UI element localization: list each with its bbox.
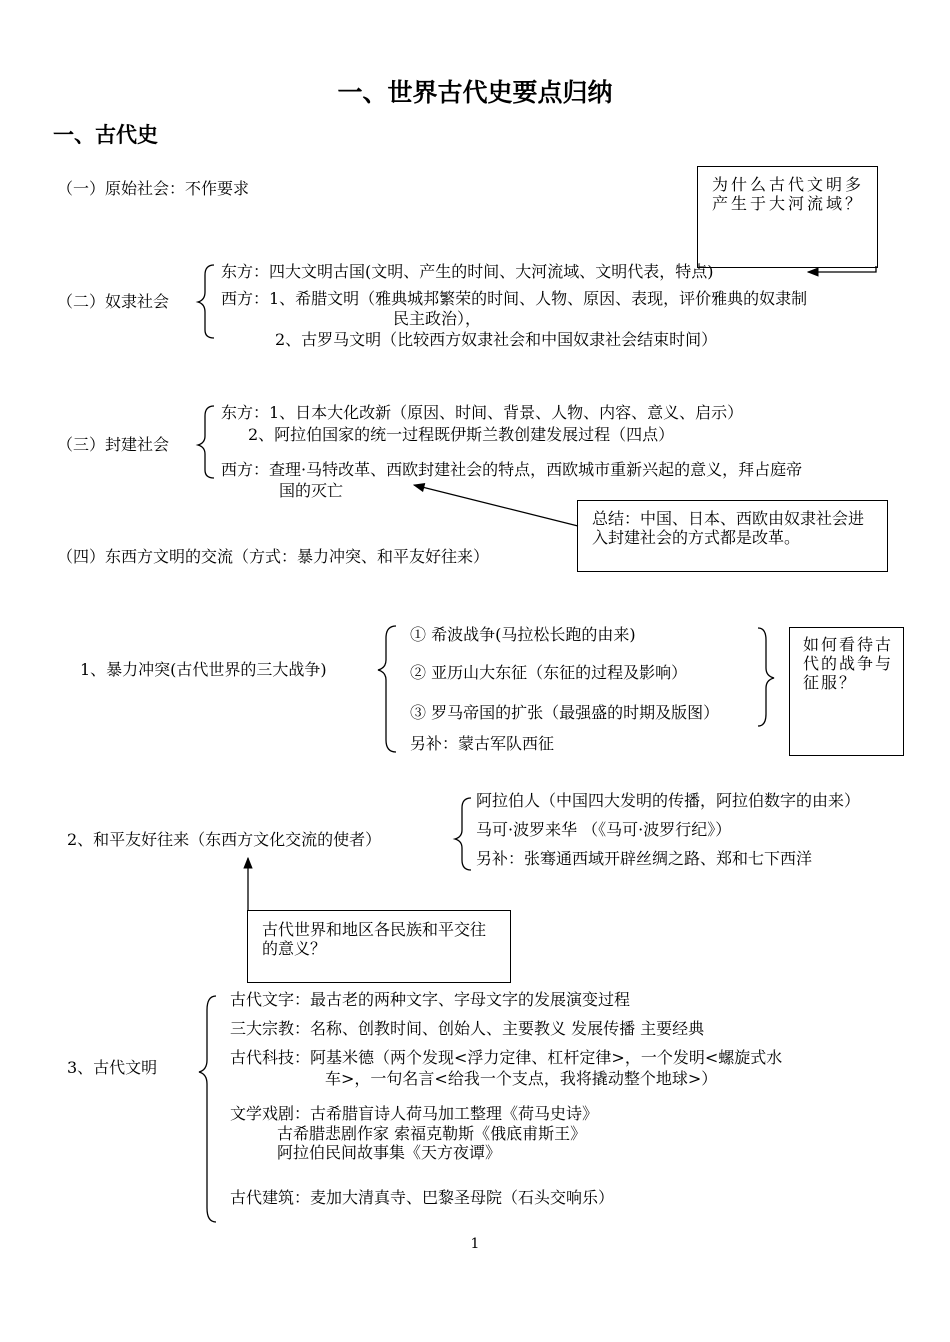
civ-literature-a: 文学戏剧：古希腊盲诗人荷马加工整理《荷马史诗》 (230, 1104, 599, 1123)
slave-west-text-1: 西方：1、希腊文明（雅典城邦繁荣的时间、人物、原因、表现，评价雅典的奴隶制 (221, 289, 808, 308)
peace-item-2: 马可·波罗来华 （《马可·波罗行纪》） (476, 820, 732, 839)
brace-violent-right (758, 628, 774, 726)
summary-box (577, 500, 888, 572)
brace-slave-society (198, 265, 214, 338)
feudal-society-label: （三）封建社会 (57, 435, 170, 454)
civ-architecture: 古代建筑：麦加大清真寺、巴黎圣母院（石头交响乐） (230, 1188, 615, 1207)
civ-literature-b: 古希腊悲剧作家 索福克勒斯《俄底甫斯王》 (277, 1124, 587, 1143)
question-box-exchange-text: 古代世界和地区各民族和平交往的意义？ (262, 920, 487, 958)
brace-feudal-society (198, 406, 214, 478)
question-box-war (789, 627, 904, 756)
brace-violent-left (378, 626, 396, 752)
feudal-west-text-a: 西方：查理·马特改革、西欧封建社会的特点，西欧城市重新兴起的意义，拜占庭帝 (221, 460, 803, 479)
civ-tech-a: 古代科技：阿基米德（两个发现<浮力定律、杠杆定律>，一个发明<螺旋式水 (230, 1048, 783, 1067)
civ-religion: 三大宗教：名称、创教时间、创始人、主要教义 发展传播 主要经典 (230, 1019, 705, 1038)
slave-west-text-1b: 民主政治）， (393, 309, 482, 328)
feudal-west-text-b: 国的灭亡 (279, 481, 344, 500)
civilization-label: 3、古代文明 (67, 1058, 158, 1077)
civ-literature-c: 阿拉伯民间故事集《天方夜谭》 (277, 1143, 502, 1162)
primitive-society-label: （一）原始社会：不作要求 (57, 179, 250, 198)
slave-society-label: （二）奴隶社会 (57, 292, 170, 311)
question-box-river-text: 为什么古代文明多产生于大河流域？ (712, 175, 865, 213)
war-item-1: ① 希波战争(马拉松长跑的由来) (410, 625, 636, 644)
feudal-east-text-2: 2、阿拉伯国家的统一过程既伊斯兰教创建发展过程（四点） (248, 425, 675, 444)
exchange-label: （四）东西方文明的交流（方式：暴力冲突、和平友好往来） (57, 547, 490, 566)
slave-east-text: 东方：四大文明古国(文明、产生的时间、大河流域、文明代表，特点) (221, 262, 714, 281)
peace-item-3: 另补：张骞通西域开辟丝绸之路、郑和七下西洋 (476, 849, 813, 868)
arrow-summary (414, 485, 578, 526)
brace-peaceful (455, 798, 471, 870)
page-number: 1 (470, 1236, 480, 1252)
war-item-3: ③ 罗马帝国的扩张（最强盛的时期及版图） (410, 703, 720, 722)
question-box-exchange (247, 910, 511, 983)
civ-tech-b: 车>，一句名言<给我一个支点，我将撬动整个地球>） (325, 1069, 718, 1088)
question-box-war-text: 如何看待古代的战争与征服？ (803, 635, 894, 692)
page-title: 一、世界古代史要点归纳 (337, 78, 613, 107)
war-item-2: ② 亚历山大东征（东征的过程及影响） (410, 663, 688, 682)
slave-west-text-2: 2、古罗马文明（比较西方奴隶社会和中国奴隶社会结束时间） (275, 330, 718, 349)
civ-writing: 古代文字：最古老的两种文字、字母文字的发展演变过程 (230, 990, 631, 1009)
peaceful-label: 2、和平友好往来（东西方文化交流的使者） (67, 830, 382, 849)
question-box-river (697, 166, 878, 268)
violent-conflict-label: 1、暴力冲突(古代世界的三大战争) (80, 660, 327, 679)
brace-civilization (199, 996, 216, 1222)
summary-box-text: 总结：中国、日本、西欧由奴隶社会进入封建社会的方式都是改革。 (592, 509, 865, 547)
peace-item-1: 阿拉伯人（中国四大发明的传播，阿拉伯数字的由来） (476, 791, 861, 810)
war-item-4: 另补：蒙古军队西征 (410, 734, 555, 753)
feudal-east-text-1: 东方：1、日本大化改新（原因、时间、背景、人物、内容、意义、启示） (221, 403, 744, 422)
section-heading: 一、古代史 (53, 123, 158, 147)
